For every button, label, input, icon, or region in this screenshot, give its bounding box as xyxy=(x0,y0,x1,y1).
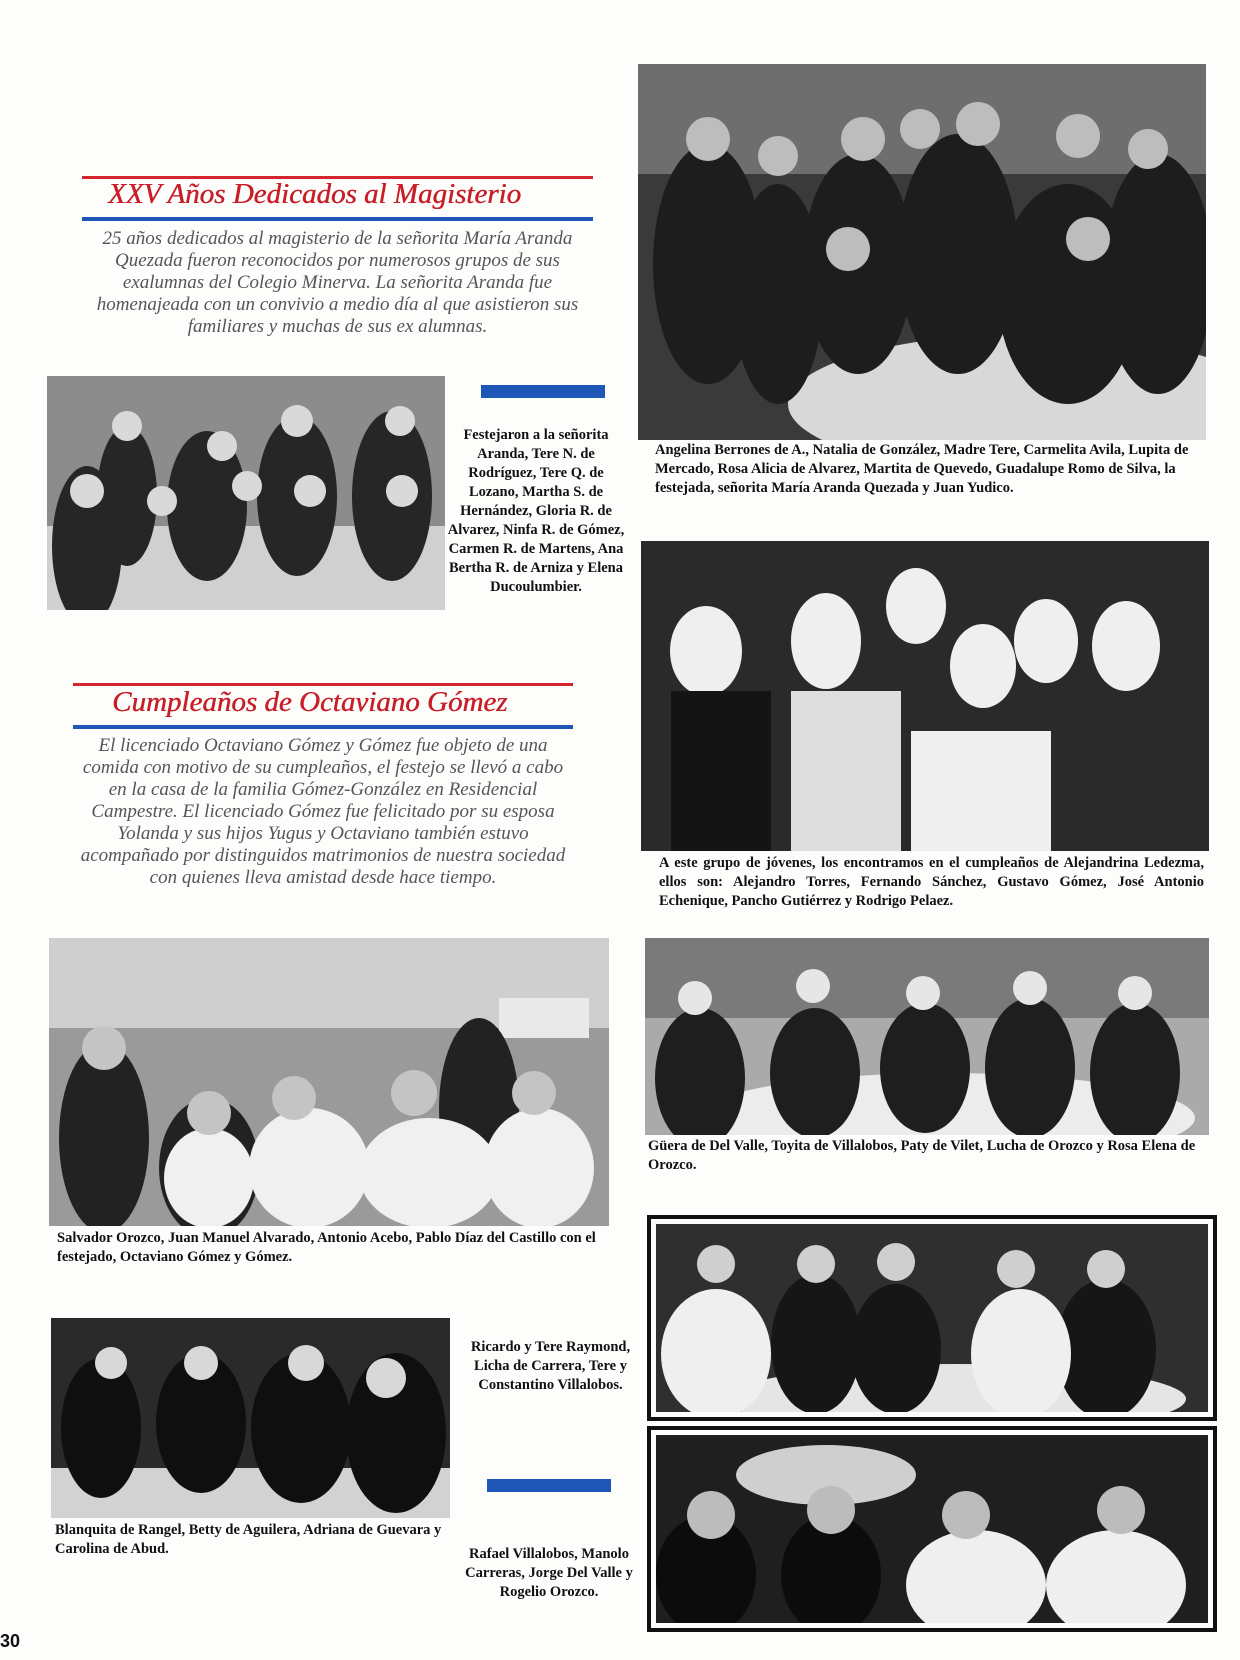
caption-men-outdoor: Salvador Orozco, Juan Manuel Alvarado, Antonio Acebo, Pablo Díaz del Castillo con el festejado, Octaviano Gómez y Gómez. xyxy=(57,1230,596,1265)
blue-accent-bar xyxy=(481,385,605,398)
caption-raymond: Ricardo y Tere Raymond, Licha de Carrera, Tere y Constantino Villalobos. xyxy=(470,1339,631,1393)
caption-ladies-table: Güera de Del Valle, Toyita de Villalobos, Paty de Vilet, Lucha de Orozco y Rosa Elena de Orozco. xyxy=(648,1138,1196,1173)
caption-top-right: Angelina Berrones de A., Natalia de González, Madre Tere, Carmelita Avila, Lupita de Mercado, Rosa Alicia de Alvarez, Martita de Quevedo, Guadalupe Romo de Silva, la festejada, señorita María Aranda Quezada y Juan Yudico. xyxy=(655,442,1189,496)
article1-title: XXV Años Dedicados al Magisterio xyxy=(108,178,521,210)
caption-youth: A este grupo de jóvenes, los encontramos en el cumpleaños de Alejandrina Ledezma, ellos son: Alejandro Torres, Fernando Sánchez, Gustavo Gómez, José Antonio Echenique, Pancho Gutiérrez y Rodrigo Pelaez. xyxy=(659,855,1204,909)
photo-men-outdoor xyxy=(49,938,609,1226)
photo-blanquita-group xyxy=(51,1318,450,1518)
page-number: 30 xyxy=(0,1631,21,1651)
article2-title: Cumpleaños de Octaviano Gómez xyxy=(112,686,508,718)
photo-former-students xyxy=(47,376,445,610)
photo-ladies-table xyxy=(645,938,1209,1135)
article1-intro: 25 años dedicados al magisterio de la señorita María Aranda Quezada fueron reconocidos por numerosos grupos de sus exalumnas del Colegio Minerva. La señorita Aranda fue homenajeada con un convivio a medio día al que asistieron sus familiares y muchas de sus ex alumnas. xyxy=(96,228,579,337)
photo-rafael-group xyxy=(656,1435,1208,1623)
article2-intro: El licenciado Octaviano Gómez y Gómez fue objeto de una comida con motivo de su cumpleaños, el festejo se llevó a cabo en la casa de la familia Gómez-González en Residencial Campestre. El licenciado Gómez fue felicitado por su esposa Yolanda y sus hijos Yugus y Octaviano también estuvo acompañado por distinguidos matrimonios de nuestra sociedad con quienes lleva amistad desde hace tiempo. xyxy=(80,735,566,888)
photo-youth-group xyxy=(641,541,1209,851)
photo-raymond-group xyxy=(656,1224,1208,1412)
headline-rule-bottom xyxy=(82,217,593,221)
headline-rule-bottom xyxy=(73,725,573,729)
photo-teacher-celebration xyxy=(638,64,1206,440)
caption-rafael: Rafael Villalobos, Manolo Carreras, Jorge Del Valle y Rogelio Orozco. xyxy=(465,1546,633,1600)
caption-left-small: Festejaron a la señorita Aranda, Tere N. de Rodríguez, Tere Q. de Lozano, Martha S. de Hernández, Gloria R. de Alvarez, Ninfa R. de Gómez, Carmen R. de Martens, Ana Bertha R. de Arniza y Elena Ducoulumbier. xyxy=(447,427,625,595)
blue-accent-bar xyxy=(487,1479,611,1492)
caption-blanquita: Blanquita de Rangel, Betty de Aguilera, Adriana de Guevara y Carolina de Abud. xyxy=(55,1522,442,1557)
